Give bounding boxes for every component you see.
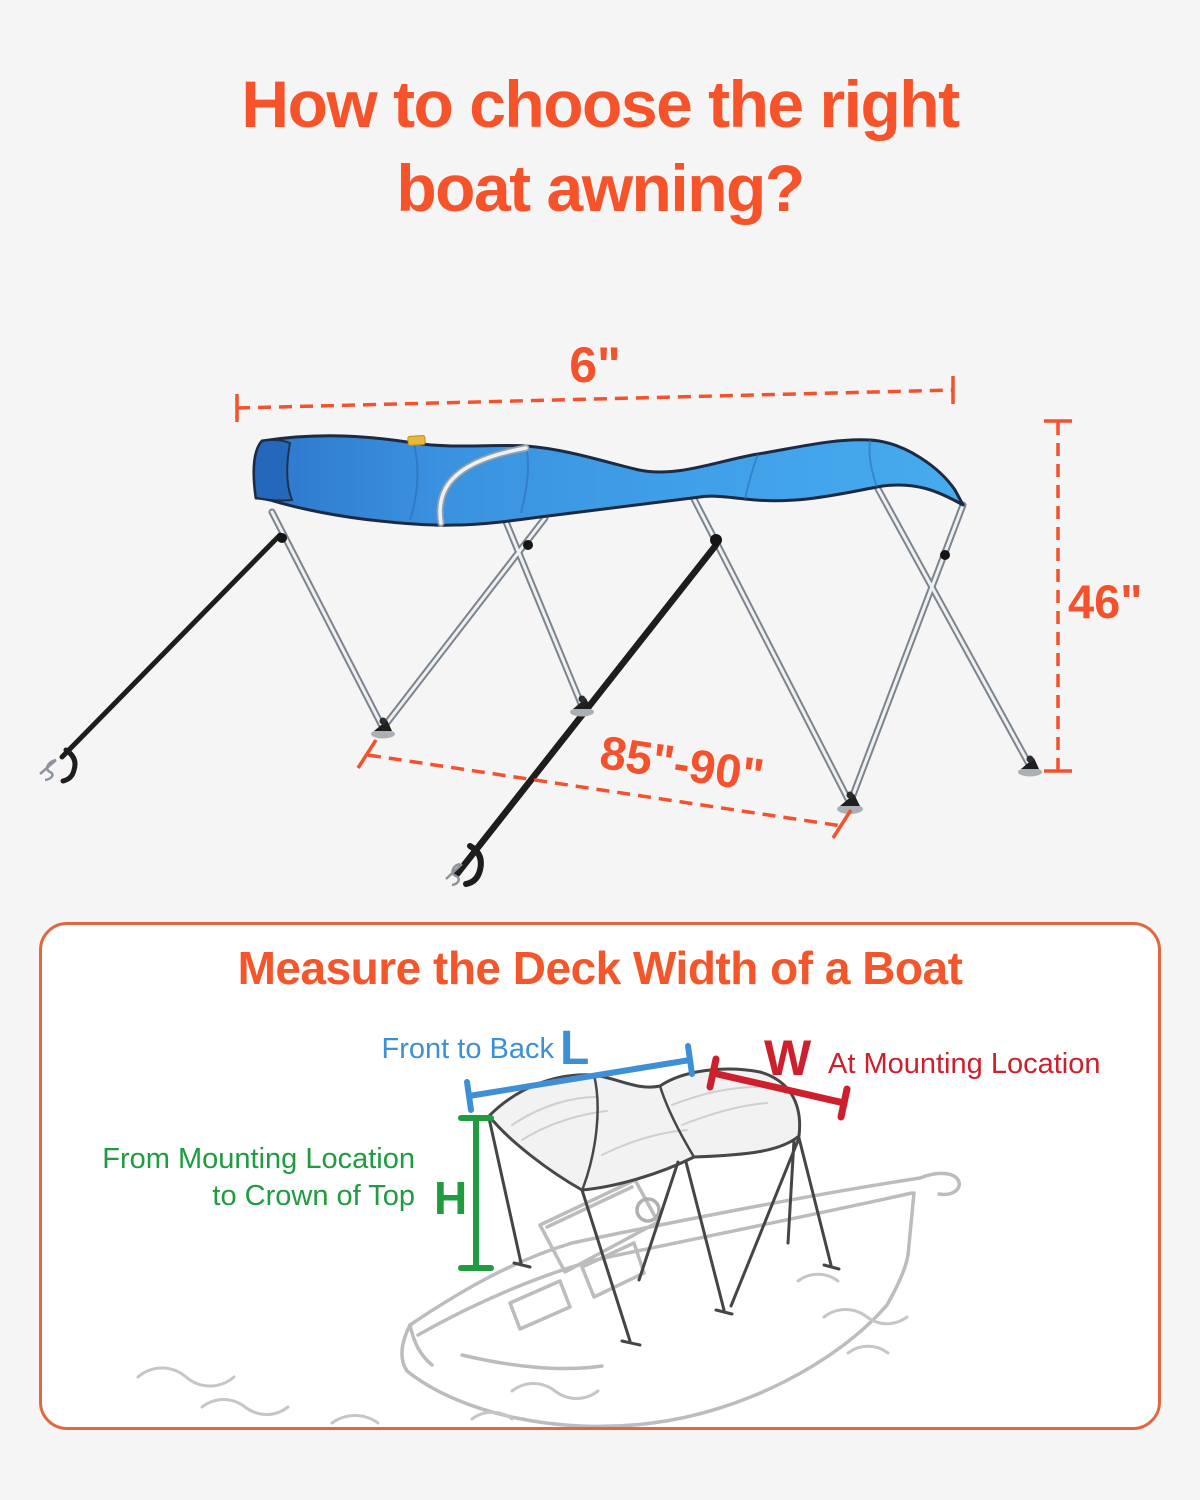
awning-straps [62,535,716,884]
page-title-line2: boat awning? [396,151,804,225]
strap-hooks [40,760,462,885]
canopy-logo-tag [408,435,426,445]
dimension-top-width: 6" [569,337,621,393]
label-at-mounting-location: At Mounting Location [828,1048,1101,1080]
page-title-line1: How to choose the right [241,67,959,141]
dimension-height: 46" [1068,575,1143,628]
label-from-mounting-location [102,1141,415,1215]
label-from-mounting-line1: From Mounting Location [102,1143,415,1175]
awning-canopy [254,435,963,525]
label-front-to-back: Front to Back [381,1033,554,1065]
boat-hull-sketch [402,1173,959,1426]
bimini-sketch [489,1069,839,1345]
frame-joints [277,533,950,560]
label-from-mounting-line2: to Crown of Top [212,1180,415,1212]
label-letter-l: L [560,1022,590,1075]
measure-card [39,922,1161,1430]
measure-card-title: Measure the Deck Width of a Boat [237,942,963,994]
label-letter-h: H [434,1172,468,1224]
dimension-mount-span: 85"-90" [596,725,768,802]
label-letter-w: W [764,1030,812,1086]
